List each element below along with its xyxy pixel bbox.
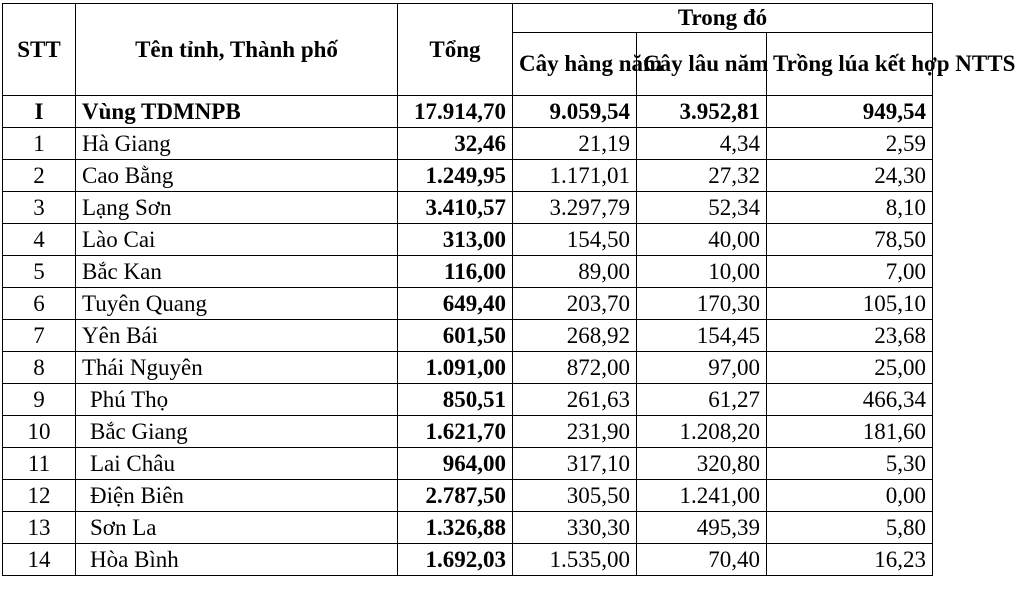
row-stt: 9 [3, 384, 76, 416]
row-province-name: Điện Biên [76, 480, 398, 512]
region-name: Vùng TDMNPB [76, 96, 398, 128]
row-total: 3.410,57 [398, 192, 513, 224]
row-perennial: 1.241,00 [637, 480, 767, 512]
row-province-name: Lai Châu [76, 448, 398, 480]
row-annual: 3.297,79 [513, 192, 637, 224]
row-perennial: 10,00 [637, 256, 767, 288]
table-row [3, 384, 933, 416]
row-annual: 203,70 [513, 288, 637, 320]
row-total: 850,51 [398, 384, 513, 416]
row-rice-fish: 5,80 [767, 512, 933, 544]
row-perennial: 40,00 [637, 224, 767, 256]
row-province-name: Bắc Kan [76, 256, 398, 288]
table-row [3, 128, 933, 160]
table-row [3, 256, 933, 288]
row-province-name: Cao Bằng [76, 160, 398, 192]
header-perennial: Cây lâu năm [637, 33, 767, 96]
row-perennial: 154,45 [637, 320, 767, 352]
table-row [3, 224, 933, 256]
row-perennial: 495,39 [637, 512, 767, 544]
row-total: 313,00 [398, 224, 513, 256]
row-stt: 11 [3, 448, 76, 480]
header-stt: STT [3, 4, 76, 96]
row-province-name: Phú Thọ [76, 384, 398, 416]
row-perennial: 61,27 [637, 384, 767, 416]
row-total: 1.621,70 [398, 416, 513, 448]
row-stt: 3 [3, 192, 76, 224]
row-total: 2.787,50 [398, 480, 513, 512]
row-rice-fish: 0,00 [767, 480, 933, 512]
row-perennial: 1.208,20 [637, 416, 767, 448]
row-stt: 1 [3, 128, 76, 160]
region-stt: I [3, 96, 76, 128]
table-row [3, 160, 933, 192]
row-annual: 231,90 [513, 416, 637, 448]
table-row [3, 480, 933, 512]
row-stt: 12 [3, 480, 76, 512]
table-row [3, 352, 933, 384]
row-stt: 2 [3, 160, 76, 192]
row-stt: 5 [3, 256, 76, 288]
row-total: 116,00 [398, 256, 513, 288]
row-province-name: Yên Bái [76, 320, 398, 352]
row-rice-fish: 181,60 [767, 416, 933, 448]
row-rice-fish: 78,50 [767, 224, 933, 256]
header-total: Tổng [398, 4, 513, 96]
row-province-name: Hà Giang [76, 128, 398, 160]
table-row [3, 512, 933, 544]
province-area-table [2, 3, 1015, 576]
region-perennial: 3.952,81 [637, 96, 767, 128]
row-stt: 8 [3, 352, 76, 384]
row-province-name: Sơn La [76, 512, 398, 544]
row-annual: 317,10 [513, 448, 637, 480]
table-row [3, 192, 933, 224]
row-total: 1.249,95 [398, 160, 513, 192]
header-annual: Cây hàng năm [513, 33, 637, 96]
row-rice-fish: 105,10 [767, 288, 933, 320]
row-province-name: Lào Cai [76, 224, 398, 256]
row-annual: 154,50 [513, 224, 637, 256]
table-row [3, 448, 933, 480]
row-annual: 21,19 [513, 128, 637, 160]
region-total: 17.914,70 [398, 96, 513, 128]
row-annual: 261,63 [513, 384, 637, 416]
row-total: 1.326,88 [398, 512, 513, 544]
header-group: Trong đó [513, 4, 933, 33]
row-perennial: 70,40 [637, 544, 767, 576]
row-rice-fish: 16,23 [767, 544, 933, 576]
row-province-name: Lạng Sơn [76, 192, 398, 224]
row-stt: 4 [3, 224, 76, 256]
row-stt: 13 [3, 512, 76, 544]
row-perennial: 27,32 [637, 160, 767, 192]
row-annual: 268,92 [513, 320, 637, 352]
header-name: Tên tỉnh, Thành phố [76, 4, 398, 96]
row-rice-fish: 23,68 [767, 320, 933, 352]
row-total: 601,50 [398, 320, 513, 352]
row-total: 1.692,03 [398, 544, 513, 576]
row-rice-fish: 466,34 [767, 384, 933, 416]
row-perennial: 320,80 [637, 448, 767, 480]
row-rice-fish: 8,10 [767, 192, 933, 224]
row-rice-fish: 24,30 [767, 160, 933, 192]
row-province-name: Tuyên Quang [76, 288, 398, 320]
row-total: 1.091,00 [398, 352, 513, 384]
row-total: 649,40 [398, 288, 513, 320]
row-stt: 10 [3, 416, 76, 448]
row-rice-fish: 2,59 [767, 128, 933, 160]
row-rice-fish: 7,00 [767, 256, 933, 288]
row-annual: 89,00 [513, 256, 637, 288]
row-rice-fish: 25,00 [767, 352, 933, 384]
row-perennial: 4,34 [637, 128, 767, 160]
row-province-name: Thái Nguyên [76, 352, 398, 384]
table-row [3, 288, 933, 320]
header-row-top [3, 4, 933, 33]
region-row [3, 96, 933, 128]
row-stt: 6 [3, 288, 76, 320]
row-stt: 7 [3, 320, 76, 352]
table-row [3, 416, 933, 448]
row-total: 32,46 [398, 128, 513, 160]
table-row [3, 320, 933, 352]
region-rice-fish: 949,54 [767, 96, 933, 128]
row-total: 964,00 [398, 448, 513, 480]
row-perennial: 52,34 [637, 192, 767, 224]
row-annual: 1.535,00 [513, 544, 637, 576]
row-annual: 1.171,01 [513, 160, 637, 192]
row-rice-fish: 5,30 [767, 448, 933, 480]
header-rice-fish: Trồng lúa kết hợp NTTS [767, 33, 933, 96]
row-annual: 872,00 [513, 352, 637, 384]
row-perennial: 170,30 [637, 288, 767, 320]
row-annual: 330,30 [513, 512, 637, 544]
region-annual: 9.059,54 [513, 96, 637, 128]
row-province-name: Hòa Bình [76, 544, 398, 576]
table-row [3, 544, 933, 576]
row-annual: 305,50 [513, 480, 637, 512]
row-stt: 14 [3, 544, 76, 576]
row-perennial: 97,00 [637, 352, 767, 384]
row-province-name: Bắc Giang [76, 416, 398, 448]
